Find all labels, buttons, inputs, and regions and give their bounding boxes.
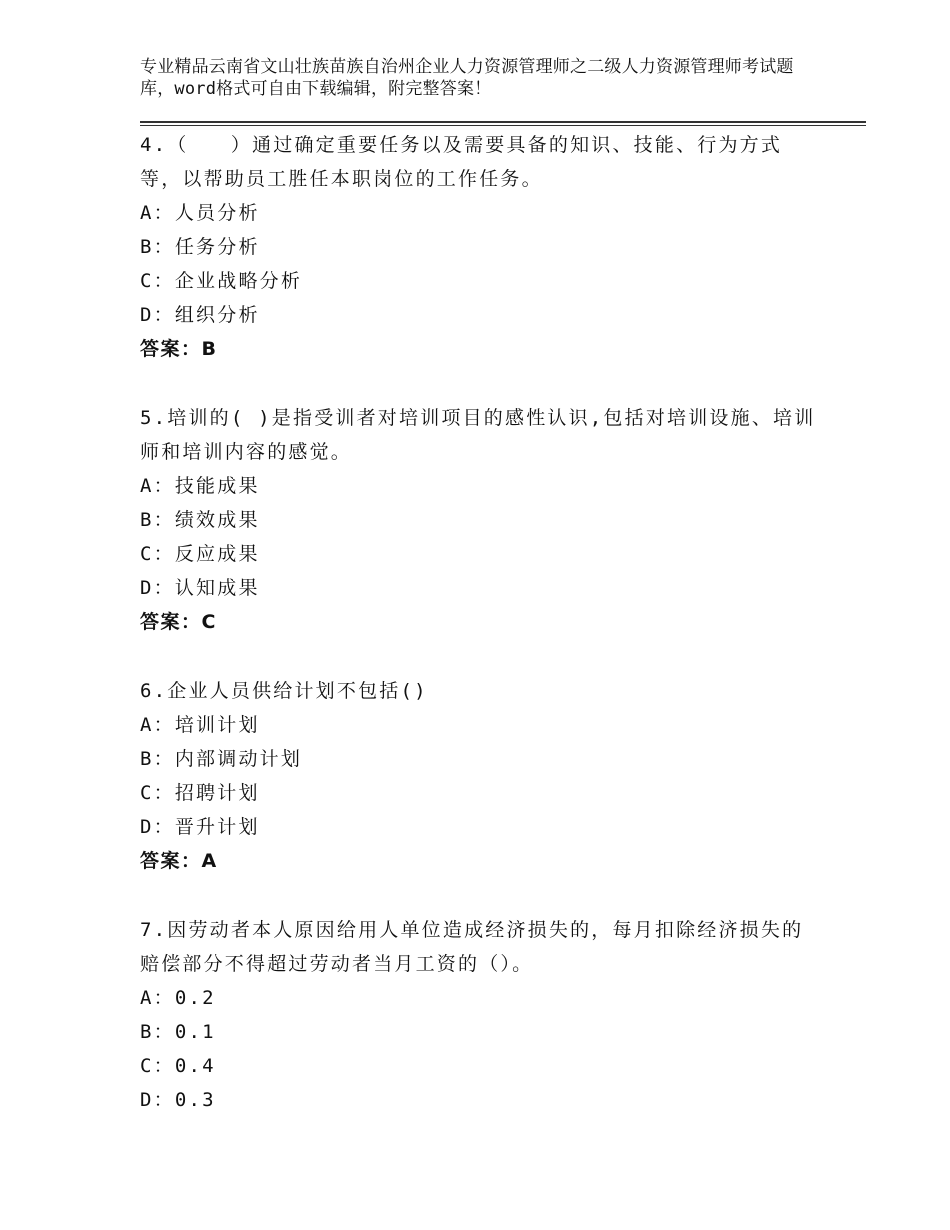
option-a: A：人员分析 — [140, 202, 260, 224]
answer-key: 答案：B — [140, 338, 218, 360]
option-d: D：组织分析 — [140, 304, 260, 326]
question-stem: 6.企业人员供给计划不包括() — [140, 680, 428, 702]
question-4 — [140, 128, 820, 366]
option-c: C：招聘计划 — [140, 782, 260, 804]
option-a: A：培训计划 — [140, 714, 260, 736]
question-5 — [140, 401, 820, 639]
question-stem: 5.培训的( )是指受训者对培训项目的感性认识,包括对培训设施、培训师和培训内容的感觉。 — [140, 407, 816, 463]
question-6 — [140, 674, 820, 878]
question-stem: 7.因劳动者本人原因给用人单位造成经济损失的，每月扣除经济损失的赔偿部分不得超过劳动者当月工资的（）。 — [140, 919, 804, 975]
question-list — [140, 128, 820, 1152]
option-c: C：反应成果 — [140, 543, 260, 565]
header-divider-thick — [140, 121, 866, 123]
page-header: 专业精品云南省文山壮族苗族自治州企业人力资源管理师之二级人力资源管理师考试题库，word格式可自由下载编辑，附完整答案！ — [140, 57, 794, 99]
option-b: B：任务分析 — [140, 236, 260, 258]
answer-key: 答案：C — [140, 611, 217, 633]
question-stem: 4.（ ）通过确定重要任务以及需要具备的知识、技能、行为方式等，以帮助员工胜任本职岗位的工作任务。 — [140, 134, 783, 190]
option-d: D：晋升计划 — [140, 816, 260, 838]
answer-key: 答案：A — [140, 850, 218, 872]
option-b: B：绩效成果 — [140, 509, 260, 531]
option-a: A：0.2 — [140, 987, 216, 1009]
option-c: C：企业战略分析 — [140, 270, 303, 292]
question-7 — [140, 913, 820, 1117]
option-a: A：技能成果 — [140, 475, 260, 497]
option-b: B：内部调动计划 — [140, 748, 303, 770]
option-b: B：0.1 — [140, 1021, 216, 1043]
option-c: C：0.4 — [140, 1055, 216, 1077]
option-d: D：认知成果 — [140, 577, 260, 599]
header-divider-thin — [140, 125, 866, 126]
option-d: D：0.3 — [140, 1089, 216, 1111]
